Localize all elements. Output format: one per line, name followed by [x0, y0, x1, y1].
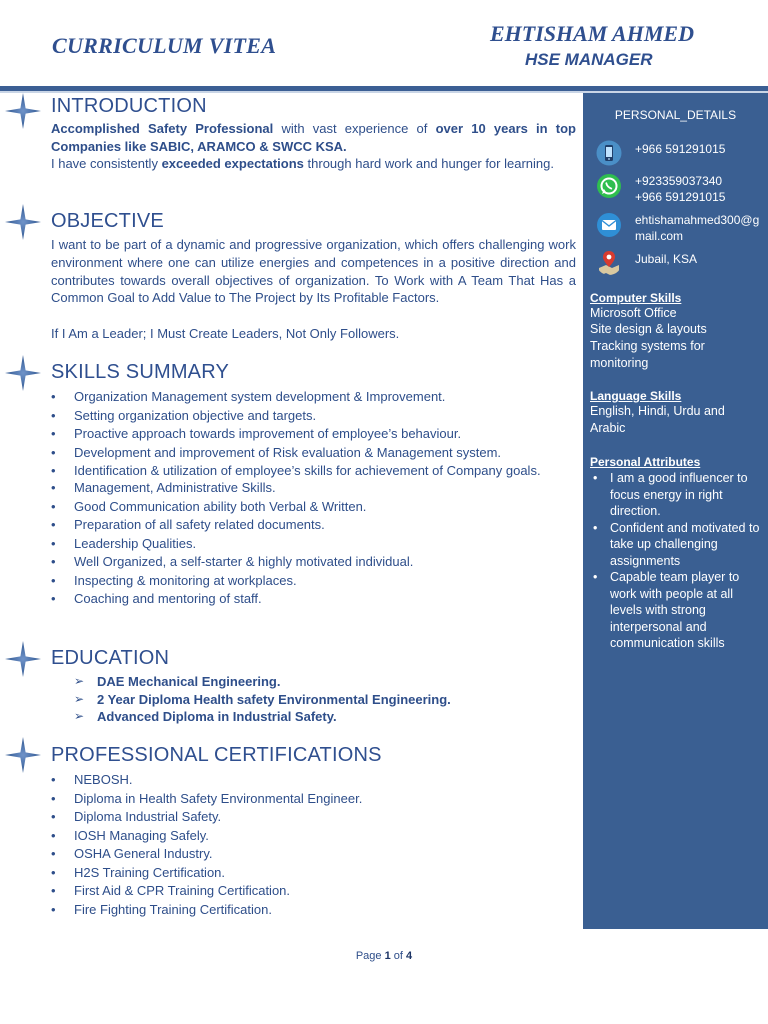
list-item: • Well Organized, a self-starter & highly motivated individual.	[51, 553, 576, 572]
list-item: • IOSH Managing Safely.	[51, 827, 576, 846]
list-item: ➢ DAE Mechanical Engineering.	[74, 673, 574, 691]
intro-text-2: I have consistently	[51, 156, 162, 171]
list-item: • Management, Administrative Skills.	[51, 479, 576, 498]
education-list	[74, 673, 574, 726]
list-item: ➢ Advanced Diploma in Industrial Safety.	[74, 708, 574, 726]
personal-details-heading: PERSONAL_DETAILS	[614, 108, 737, 122]
location-text: Jubail, KSA	[635, 252, 698, 266]
education-heading: EDUCATION	[51, 647, 170, 669]
list-item: • I am a good influencer to focus energy in right direction.	[590, 470, 760, 520]
page-number	[0, 950, 768, 962]
computer-skill-item: Microsoft Office	[590, 306, 677, 320]
intro-emphasis-3: exceeded expectations	[161, 156, 304, 171]
email-address: ehtishamahmed300@gmail.com	[635, 213, 760, 243]
introduction-heading: INTRODUCTION	[51, 95, 207, 117]
objective-paragraph-2: If I Am a Leader; I Must Create Leaders, Not Only Followers.	[51, 326, 400, 341]
personal-attributes-list	[590, 470, 760, 652]
certifications-heading: PROFESSIONAL CERTIFICATIONS	[51, 744, 382, 766]
page-of-label: of	[390, 950, 407, 962]
current-page: 1	[384, 950, 391, 962]
document-title: CURRICULUM VITEA	[52, 33, 277, 58]
list-item: • Diploma in Health Safety Environmental Engineer.	[51, 790, 576, 809]
language-skills-heading: Language Skills	[590, 389, 682, 403]
list-item: • Proactive approach towards improvement of employee’s behaviour.	[51, 425, 576, 444]
list-item: • Diploma Industrial Safety.	[51, 808, 576, 827]
list-item: • Organization Management system development & Improvement.	[51, 388, 576, 407]
list-item: • NEBOSH.	[51, 771, 576, 790]
list-item: • Good Communication ability both Verbal & Written.	[51, 498, 576, 517]
intro-emphasis-1: Accomplished Safety Professional	[51, 121, 274, 136]
introduction-paragraph-1	[51, 120, 576, 156]
list-item: • Inspecting & monitoring at workplaces.	[51, 572, 576, 591]
sidebar-personal-details	[583, 93, 768, 929]
star-bullet-icon	[5, 93, 41, 129]
intro-emphasis-2: over 10 years in top Companies like SABIC, ARAMCO & SWCC KSA.	[51, 121, 576, 154]
computer-skills-heading: Computer Skills	[590, 291, 682, 305]
computer-skill-item: Site design & layouts	[590, 322, 707, 336]
list-item: • H2S Training Certification.	[51, 864, 576, 883]
star-bullet-icon	[5, 641, 41, 677]
list-item: ➢ 2 Year Diploma Health safety Environmental Engineering.	[74, 691, 574, 709]
list-item: • Identification & utilization of employee’s skills for achievement of Company goals.	[51, 462, 576, 479]
skills-list	[51, 388, 576, 609]
candidate-role: HSE MANAGER	[525, 50, 653, 69]
skills-heading: SKILLS SUMMARY	[51, 361, 230, 383]
personal-attributes-heading: Personal Attributes	[590, 455, 701, 469]
introduction-paragraph-2	[51, 155, 576, 173]
list-item: • Preparation of all safety related documents.	[51, 516, 576, 535]
map-pin-icon	[596, 249, 622, 275]
list-item: • OSHA General Industry.	[51, 845, 576, 864]
list-item: • Capable team player to work with people at all levels with strong interpersonal and communication skills	[590, 569, 760, 652]
page-label: Page	[355, 950, 385, 962]
whatsapp-number-2: +966 591291015	[635, 190, 726, 204]
list-item: • Setting organization objective and targets.	[51, 407, 576, 426]
whatsapp-icon	[596, 173, 622, 199]
objective-paragraph-1: I want to be part of a dynamic and progressive organization, which offers challenging work environment where one can utilize energies and competences in a positive direction and contributes towards overall objectives of organization. To Work with A Team That Has a Common Goal to Add Value to The Project by Its Profitable Factors.	[51, 237, 576, 306]
phone-number: +966 591291015	[635, 142, 726, 156]
list-item: • Fire Fighting Training Certification.	[51, 901, 576, 920]
star-bullet-icon	[5, 204, 41, 240]
list-item: • Confident and motivated to take up challenging assignments	[590, 520, 760, 570]
phone-icon	[596, 140, 622, 166]
certifications-list	[51, 771, 576, 919]
star-bullet-icon	[5, 737, 41, 773]
intro-text-1: with vast experience of	[273, 121, 436, 136]
list-item: • Coaching and mentoring of staff.	[51, 590, 576, 609]
candidate-name: EHTISHAM AHMED	[490, 21, 694, 46]
computer-skill-item: Tracking systems for monitoring	[590, 339, 705, 370]
list-item: • Leadership Qualities.	[51, 535, 576, 554]
total-pages: 4	[406, 950, 413, 962]
intro-text-3: through hard work and hunger for learning.	[303, 156, 554, 171]
whatsapp-number-1: +923359037340	[635, 174, 723, 188]
list-item: • First Aid & CPR Training Certification.	[51, 882, 576, 901]
language-skills-text: English, Hindi, Urdu and Arabic	[590, 404, 725, 435]
email-icon	[596, 212, 622, 238]
star-bullet-icon	[5, 355, 41, 391]
objective-heading: OBJECTIVE	[51, 210, 164, 232]
list-item: • Development and improvement of Risk evaluation & Management system.	[51, 444, 576, 463]
